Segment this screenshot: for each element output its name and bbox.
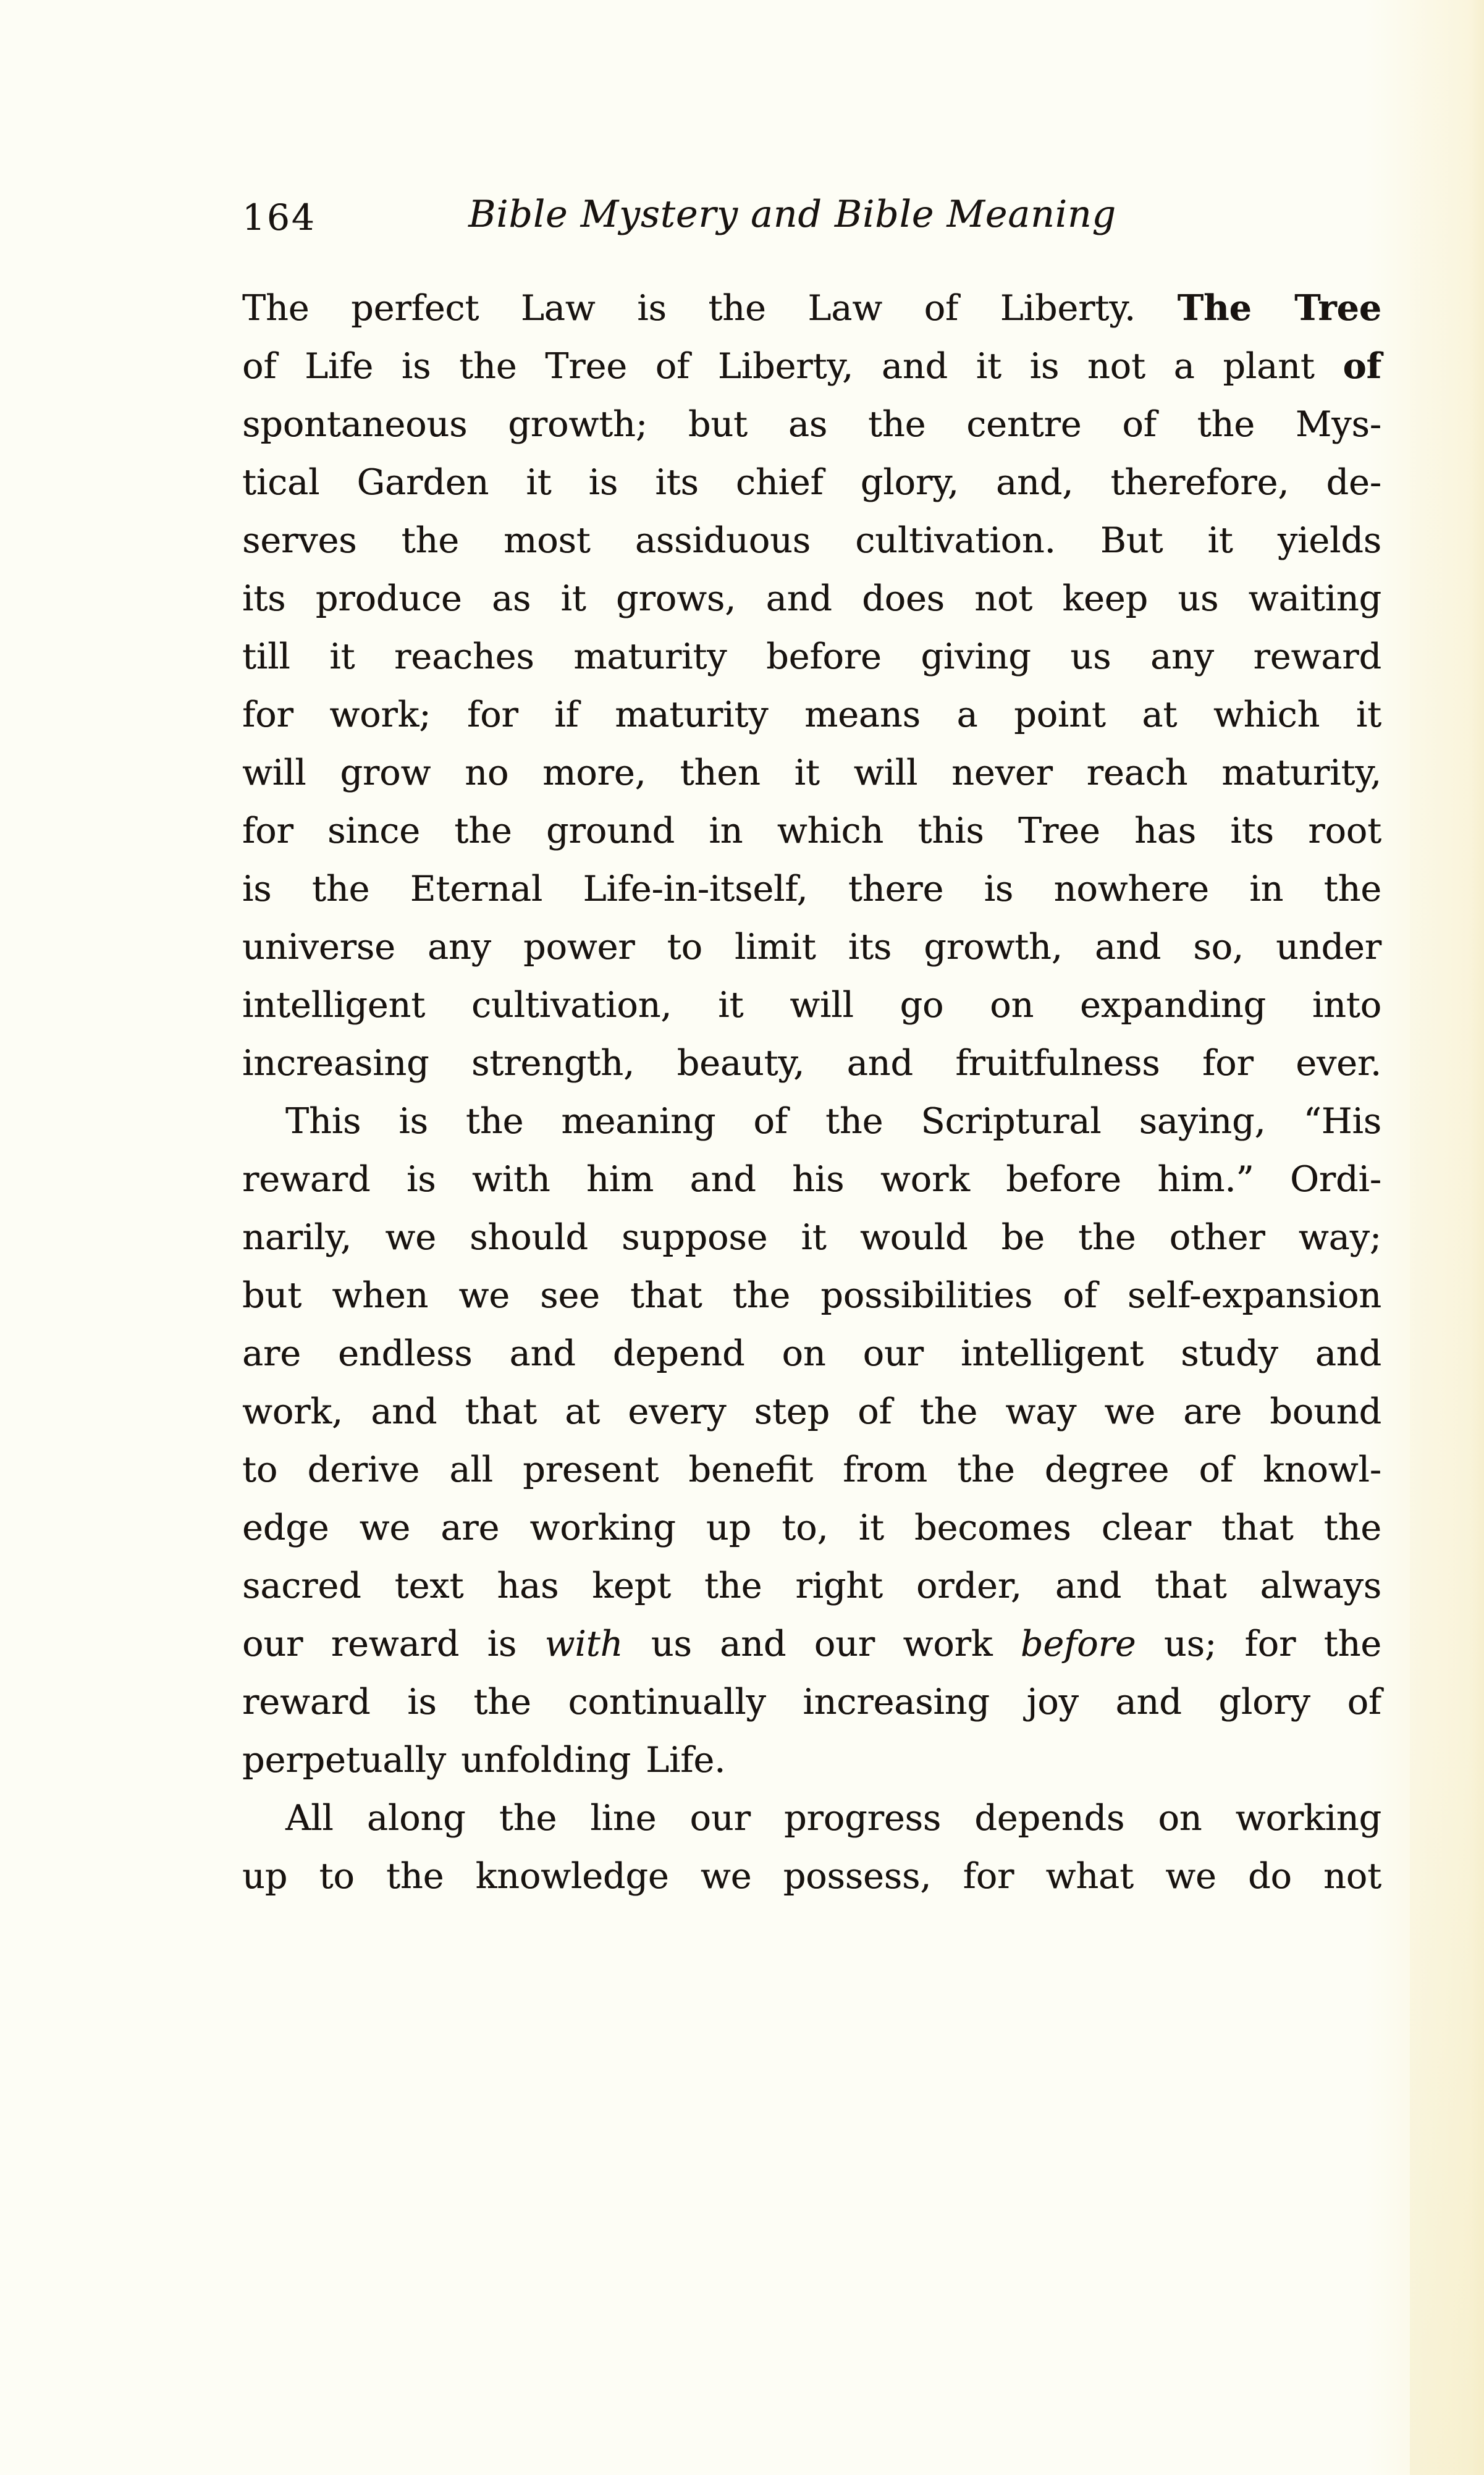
text-line: [242, 802, 1381, 860]
text-segment: us; for the: [1136, 1624, 1381, 1664]
text-segment: The perfect Law is the Law of Liberty.: [242, 288, 1178, 329]
text-segment: with: [544, 1624, 623, 1664]
text-segment: are endless and depend on our intelligent study and: [242, 1333, 1381, 1374]
text-line: [242, 918, 1381, 976]
text-segment: but when we see that the possibilities of self-expansion: [242, 1275, 1381, 1316]
text-line: [242, 1267, 1381, 1325]
text-segment: narily, we should suppose it would be the other way;: [242, 1217, 1381, 1258]
text-line: [242, 1383, 1381, 1441]
text-line: [242, 1847, 1381, 1905]
text-segment: to derive all present benefit from the degree of knowl-: [242, 1449, 1381, 1490]
text-segment: spontaneous growth; but as the centre of the Mys-: [242, 404, 1381, 445]
text-segment: of: [1343, 345, 1381, 387]
text-line: [242, 628, 1381, 686]
text-segment: its produce as it grows, and does not keep us waiting: [242, 578, 1381, 619]
text-line: [242, 570, 1381, 628]
text-line: [242, 1325, 1381, 1383]
text-segment: us and our work: [623, 1624, 1021, 1664]
text-segment: our reward is: [242, 1624, 545, 1664]
text-line: [242, 1034, 1381, 1092]
text-segment: universe any power to limit its growth, and so, under: [242, 927, 1381, 968]
text-line: [242, 1557, 1381, 1615]
text-line: [242, 860, 1381, 918]
text-segment: is the Eternal Life-in-itself, there is nowhere in the: [242, 869, 1381, 909]
text-block: [242, 279, 1381, 1905]
text-segment: perpetually unfolding Life.: [242, 1740, 726, 1781]
text-segment: before: [1020, 1624, 1136, 1664]
text-segment: till it reaches maturity before giving us any reward: [242, 636, 1381, 677]
text-line: [242, 1092, 1381, 1150]
text-segment: will grow no more, then it will never reach maturity,: [242, 753, 1381, 793]
text-segment: reward is with him and his work before him.” Ordi-: [242, 1159, 1381, 1200]
text-segment: work, and that at every step of the way we are bound: [242, 1391, 1381, 1432]
page-edge-tint: [1410, 0, 1484, 2475]
text-segment: up to the knowledge we possess, for what we do not: [242, 1856, 1381, 1897]
text-segment: tical Garden it is its chief glory, and, therefore, de-: [242, 462, 1381, 503]
text-segment: The Tree: [1177, 287, 1381, 329]
text-line: [242, 1789, 1381, 1847]
text-segment: for since the ground in which this Tree has its root: [242, 811, 1381, 851]
text-line: [242, 337, 1381, 395]
text-segment: serves the most assiduous cultivation. But it yields: [242, 520, 1381, 561]
text-segment: for work; for if maturity means a point at which it: [242, 694, 1381, 735]
text-line: [242, 395, 1381, 453]
text-line: [242, 1673, 1381, 1731]
text-segment: intelligent cultivation, it will go on expanding into: [242, 985, 1381, 1026]
text-segment: reward is the continually increasing joy and glory of: [242, 1682, 1381, 1722]
text-segment: increasing strength, beauty, and fruitfulness for ever.: [242, 1043, 1381, 1084]
text-line: [242, 1441, 1381, 1499]
text-line: [242, 744, 1381, 802]
text-line: [242, 1615, 1381, 1673]
running-head: Bible Mystery and Bible Meaning: [468, 193, 1116, 236]
text-segment: This is the meaning of the Scriptural saying, “His: [285, 1101, 1381, 1142]
text-line: [242, 1731, 1381, 1789]
text-segment: of Life is the Tree of Liberty, and it is not a plant: [242, 346, 1343, 387]
text-line: [242, 1499, 1381, 1557]
text-segment: All along the line our progress depends on working: [285, 1798, 1381, 1839]
text-line: [242, 976, 1381, 1034]
text-segment: sacred text has kept the right order, and that always: [242, 1566, 1381, 1606]
text-segment: edge we are working up to, it becomes clear that the: [242, 1507, 1381, 1548]
text-line: [242, 512, 1381, 570]
text-line: [242, 1208, 1381, 1267]
text-line: [242, 453, 1381, 512]
text-line: [242, 686, 1381, 744]
text-line: [242, 1150, 1381, 1208]
page-header: [242, 193, 1381, 242]
text-line: [242, 279, 1381, 337]
page-number: 164: [242, 196, 316, 238]
